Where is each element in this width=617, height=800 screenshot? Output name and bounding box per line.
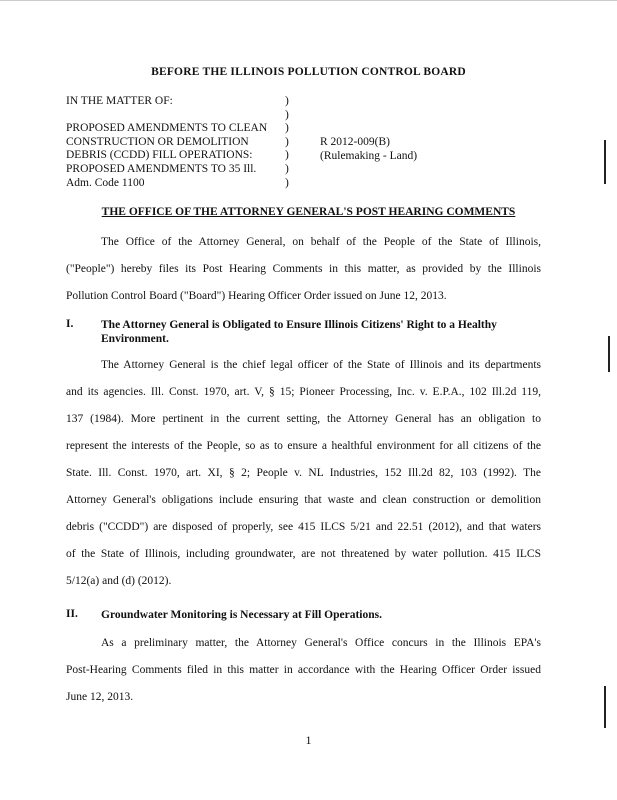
caption-line: PROPOSED AMENDMENTS TO 35 Ill. [66, 162, 257, 175]
section-2-number: II. [66, 608, 78, 620]
caption-paren: ) [285, 149, 289, 162]
section-2-line: June 12, 2013. [66, 691, 134, 703]
caption-line: PROPOSED AMENDMENTS TO CLEAN [66, 122, 268, 135]
docket-info [320, 136, 417, 163]
section-2-line: Post-Hearing Comments filed in this matter in accordance with the Hearing Officer Order issued [66, 664, 541, 676]
case-caption-left [66, 95, 267, 190]
caption-line: DEBRIS (CCDD) FILL OPERATIONS: [66, 149, 253, 162]
intro-line: ("People") hereby files its Post Hearing Comments in this matter, as provided by the Illinois [66, 263, 541, 275]
section-1-line: 5/12(a) and (d) (2012). [66, 575, 172, 587]
section-1-number: I. [66, 318, 74, 330]
section-1-line: Attorney General's obligations include ensuring that waste and clean construction or demolition [66, 494, 541, 506]
caption-paren: ) [285, 135, 289, 148]
section-1-line: The Attorney General is the chief legal officer of the State of Illinois and its departments [101, 359, 541, 371]
scan-edge [0, 0, 617, 1]
caption-paren: ) [285, 162, 289, 175]
section-1-line: debris ("CCDD") are disposed of properly, see 415 ILCS 5/21 and 22.51 (2012), and that waters [66, 521, 541, 533]
caption-line: Adm. Code 1100 [66, 176, 145, 189]
section-1-line: and its agencies. Ill. Const. 1970, art. V, § 15; Pioneer Processing, Inc. v. E.P.A., 102 Ill.2d 119, [66, 386, 541, 398]
scan-mark [604, 140, 606, 184]
section-1-line: 137 (1984). More pertinent in the current setting, the Attorney General has an obligation to [66, 413, 541, 425]
caption-paren: ) [285, 122, 289, 135]
document-title: BEFORE THE ILLINOIS POLLUTION CONTROL BOARD [151, 66, 466, 78]
comments-heading: THE OFFICE OF THE ATTORNEY GENERAL'S POST HEARING COMMENTS [101, 206, 516, 218]
docket-type: (Rulemaking - Land) [320, 149, 418, 162]
section-2-title: Groundwater Monitoring is Necessary at Fill Operations. [101, 609, 382, 621]
caption-line [66, 109, 267, 123]
caption-paren: ) [285, 176, 289, 189]
caption-line: CONSTRUCTION OR DEMOLITION [66, 135, 249, 148]
intro-line: The Office of the Attorney General, on behalf of the People of the State of Illinois, [101, 236, 541, 248]
caption-parentheses [285, 95, 289, 190]
section-1-title: The Attorney General is Obligated to Ensure Illinois Citizens' Right to a Healthy Environment. [101, 319, 497, 345]
scan-mark [604, 686, 606, 728]
section-2-line: As a preliminary matter, the Attorney General's Office concurs in the Illinois EPA's [101, 637, 541, 649]
section-1-line: represent the interests of the People, so as to ensure a healthful environment for all citizens of the [66, 440, 541, 452]
intro-line: Pollution Control Board ("Board") Hearing Officer Order issued on June 12, 2013. [66, 290, 447, 302]
caption-paren: ) [285, 95, 289, 107]
section-1-line: of the State of Illinois, including groundwater, are not threatened by water pollution. 415 ILCS [66, 548, 541, 560]
scan-mark [608, 336, 610, 372]
section-1-line: State. Ill. Const. 1970, art. XI, § 2; People v. NL Industries, 152 Ill.2d 82, 103 (1992). The [66, 467, 541, 479]
caption-paren: ) [285, 108, 289, 121]
caption-line: IN THE MATTER OF: [66, 95, 173, 107]
page-number: 1 [305, 733, 312, 747]
docket-number: R 2012-009(B) [320, 136, 390, 148]
